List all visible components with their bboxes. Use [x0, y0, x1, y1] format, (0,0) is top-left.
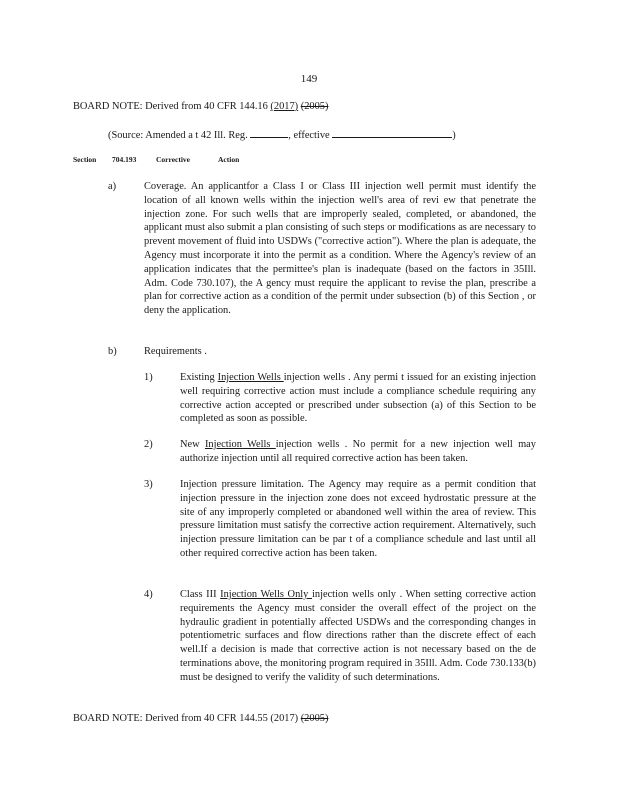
sub-item-3-text — [180, 478, 536, 561]
section-title-1: Corrective — [156, 155, 191, 164]
sub-item-4-body: injection wells only . When setting corrective action requirements the Agency must consider the overall effect of the project on the hydraulic gradient in potentially affected USDWs and the corresponding changes in potentiometric surfaces and flow directions rather than the discrete effect of each well.If a decision is made that corrective action is not necessary based on the de terminations above, the monitoring program required in 35Ill. Adm. Code 730.133(b) must be designed to verify the validity of such determinations. — [180, 589, 536, 683]
section-label: Section — [73, 155, 97, 164]
section-title-2: Action — [218, 155, 240, 164]
item-a-label: a) — [108, 181, 117, 192]
source-blank-1 — [250, 127, 288, 138]
sub-item-2-label: 2) — [144, 439, 153, 450]
item-a-text: Coverage. An applicantfor a Class I or Class III injection well permit must identify the location of all known wells within the injection well's area of revi ew that penetrate the injection zone. For such wells that are improperly sealed, completed, or abandoned, the applicant must also submit a plan consisting of such steps or modifications as are necessary to prevent movement of fluid into USDWs ("corrective action"). Where the plan is adequate, the Agency must incorporate it into the permit as a condition. Where the Agency's review of an application indicates that the permittee's plan is inadequate (based on the factors in 35Ill. Adm. Code 730.107), the A gency must require the applicant to revise the plan, prescribe a plan for corrective action as a condition of the permit under subsection (b) of this Section , or deny the application. — [144, 181, 536, 317]
sub-item-2-text — [180, 438, 536, 466]
item-b-label: b) — [108, 346, 117, 357]
board-note-top-text: BOARD NOTE: Derived from 40 CFR 144.16 — [73, 101, 271, 112]
sub-item-4-pre: Class III — [180, 589, 221, 600]
item-b-text: Requirements . — [144, 346, 207, 357]
source-line — [108, 127, 456, 143]
source-suffix: ) — [452, 130, 456, 141]
sub-item-2-underlined: Injection Wells — [204, 439, 276, 450]
sub-item-4-underlined: Injection Wells Only — [220, 589, 312, 600]
source-middle: , effective — [288, 130, 330, 141]
sub-item-1-underlined: Injection Wells — [217, 372, 284, 383]
sub-item-4-text — [180, 588, 536, 685]
board-note-top-inserted: (2017) — [270, 101, 299, 112]
sub-item-1-text — [180, 371, 536, 426]
section-number: 704.193 — [112, 155, 137, 164]
sub-item-1-label: 1) — [144, 372, 153, 383]
source-prefix: (Source: Amended a t 42 Ill. Reg. — [108, 130, 248, 141]
sub-item-3-body: Injection pressure limitation. The Agency may require as a permit condition that injection pressure in the injection zone does not exceed hydrostatic pressure at the site of any improperly completed or abandoned well within the area of review. This pressure limitation must satisfy the corrective action requirement. Alternatively, such injection pressure limitation can be par t of a compliance schedule and last until all other required corrective action has been taken. — [180, 479, 536, 559]
sub-item-1-body: injection wells . Any permi t issued for an existing injection well requiring corrective action must include a compliance schedule requiring any corrective action accepted or prescribed under subsection (a) of this Section to be completed as soon as possible. — [180, 372, 536, 425]
sub-item-1-pre: Existing — [180, 372, 218, 383]
board-note-bottom — [73, 712, 328, 726]
board-note-top — [73, 100, 328, 114]
source-blank-2 — [332, 127, 452, 138]
board-note-bottom-deleted: (2005) — [300, 713, 329, 724]
sub-item-4-label: 4) — [144, 589, 153, 600]
sub-item-2-pre: New — [180, 439, 205, 450]
sub-item-3-label: 3) — [144, 479, 153, 490]
sub-item-2-body: injection wells . No permit for a new injection well may authorize injection until all required corrective action has been taken. — [180, 439, 536, 464]
board-note-top-deleted: (2005) — [300, 101, 329, 112]
board-note-bottom-text: BOARD NOTE: Derived from 40 CFR 144.55 (2017) — [73, 713, 301, 724]
page-number: 149 — [300, 73, 318, 85]
